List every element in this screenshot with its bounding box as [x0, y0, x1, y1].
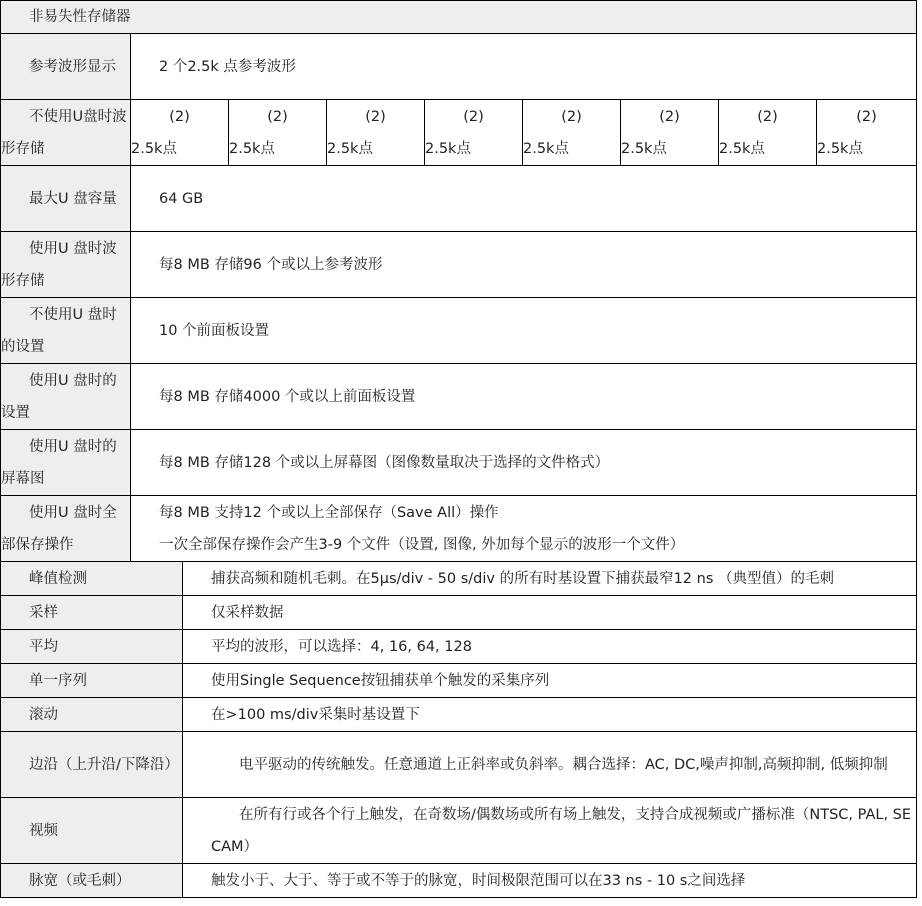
usb-wave-value: 每8 MB 存储96 个或以上参考波形 — [131, 232, 917, 298]
usb-saveall-line-2: 一次全部保存操作会产生3-9 个文件（设置, 图像, 外加每个显示的波形一个文件） — [159, 536, 685, 553]
sub-cell — [327, 100, 425, 166]
acq-value: 在>100 ms/div采集时基设置下 — [183, 698, 917, 732]
no-usb-store-label: 不使用U盘时波形存储 — [1, 100, 131, 166]
usb-screen-value: 每8 MB 存储128 个或以上屏幕图（图像数量取决于选择的文件格式） — [131, 430, 917, 496]
sub-count: (2) — [365, 108, 386, 125]
no-usb-setup-value: 10 个前面板设置 — [131, 298, 917, 364]
usb-setup-label: 使用U 盘时的设置 — [1, 364, 131, 430]
acq-value: 平均的波形，可以选择：4, 16, 64, 128 — [183, 630, 917, 664]
acq-value: 仅采样数据 — [183, 596, 917, 630]
sub-cell — [523, 100, 621, 166]
sub-points: 2.5k点 — [327, 140, 373, 157]
acquisition-spec-table — [0, 561, 917, 898]
sub-cell — [229, 100, 327, 166]
acq-label: 峰值检测 — [1, 562, 183, 596]
acq-label: 平均 — [1, 630, 183, 664]
sub-count: (2) — [757, 108, 778, 125]
sub-cell — [131, 100, 229, 166]
acq-label: 采样 — [1, 596, 183, 630]
sub-points: 2.5k点 — [621, 140, 667, 157]
acq-label: 视频 — [1, 798, 183, 864]
usb-wave-label: 使用U 盘时波形存储 — [1, 232, 131, 298]
acq-value: 电平驱动的传统触发。任意通道上正斜率或负斜率。耦合选择：AC, DC,噪声抑制,高频抑制, 低频抑制 — [183, 732, 917, 798]
usb-saveall-line-1: 每8 MB 支持12 个或以上全部保存（Save All）操作 — [159, 504, 499, 521]
acq-label: 脉宽（或毛刺） — [1, 864, 183, 898]
sub-points: 2.5k点 — [131, 140, 177, 157]
acq-value: 使用Single Sequence按钮捕获单个触发的采集序列 — [183, 664, 917, 698]
ref-display-value: 2 个2.5k 点参考波形 — [131, 34, 917, 100]
sub-count: (2) — [561, 108, 582, 125]
sub-count: (2) — [267, 108, 288, 125]
sub-count: (2) — [856, 108, 877, 125]
sub-count: (2) — [463, 108, 484, 125]
sub-points: 2.5k点 — [817, 140, 863, 157]
max-usb-value: 64 GB — [131, 166, 917, 232]
sub-count: (2) — [659, 108, 680, 125]
usb-setup-value: 每8 MB 存储4000 个或以上前面板设置 — [131, 364, 917, 430]
sub-cell — [817, 100, 917, 166]
usb-screen-label: 使用U 盘时的屏幕图 — [1, 430, 131, 496]
usb-saveall-label: 使用U 盘时全部保存操作 — [1, 496, 131, 562]
sub-points: 2.5k点 — [719, 140, 765, 157]
ref-display-label: 参考波形显示 — [1, 34, 131, 100]
sub-cell — [425, 100, 523, 166]
acq-value: 捕获高频和随机毛刺。在5μs/div - 50 s/div 的所有时基设置下捕获最窄12 ns （典型值）的毛刺 — [183, 562, 917, 596]
sub-points: 2.5k点 — [229, 140, 275, 157]
acq-value: 触发小于、大于、等于或不等于的脉宽，时间极限范围可以在33 ns - 10 s之间选择 — [183, 864, 917, 898]
section-title: 非易失性存储器 — [1, 1, 917, 34]
acq-value: 在所有行或各个行上触发，在奇数场/偶数场或所有场上触发，支持合成视频或广播标准（NTSC, PAL, SECAM） — [183, 798, 917, 864]
sub-count: (2) — [169, 108, 190, 125]
sub-points: 2.5k点 — [523, 140, 569, 157]
usb-saveall-value — [131, 496, 917, 562]
acq-label: 单一序列 — [1, 664, 183, 698]
acq-label: 滚动 — [1, 698, 183, 732]
max-usb-label: 最大U 盘容量 — [1, 166, 131, 232]
sub-cell — [621, 100, 719, 166]
sub-points: 2.5k点 — [425, 140, 471, 157]
sub-cell — [719, 100, 817, 166]
acq-label: 边沿（上升沿/下降沿） — [1, 732, 183, 798]
no-usb-setup-label: 不使用U 盘时的设置 — [1, 298, 131, 364]
